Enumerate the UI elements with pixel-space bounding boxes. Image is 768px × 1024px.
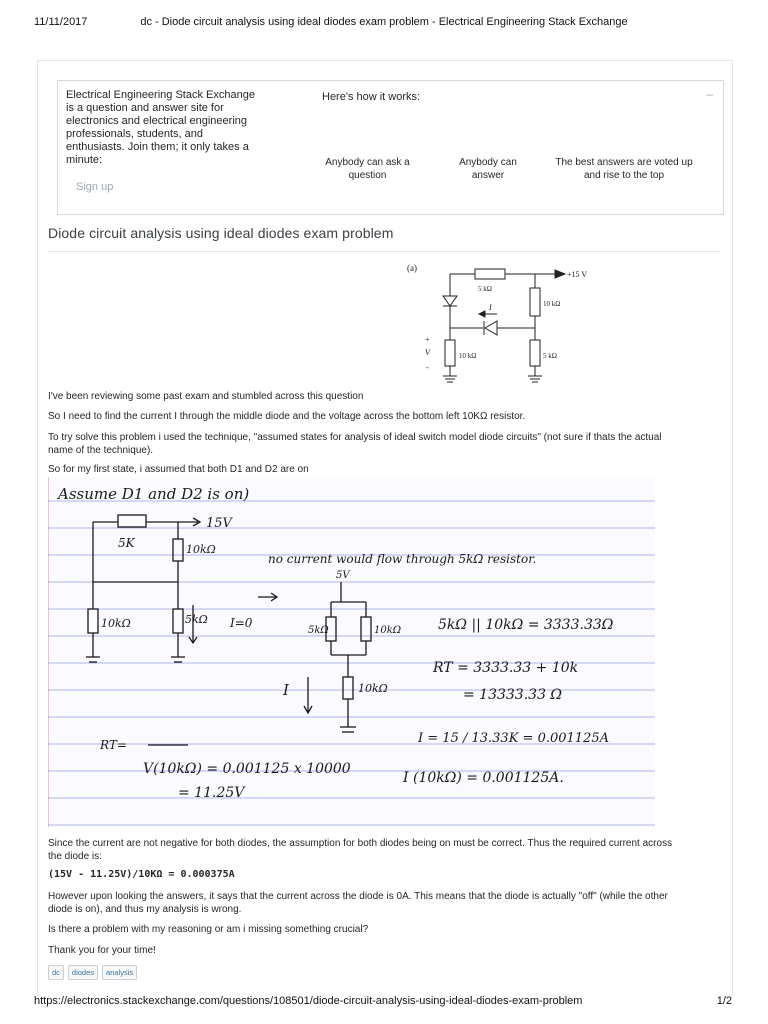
notes-v-calc2: = 11.25V [178,785,245,801]
notes-r5k-mid: 5kΩ [185,613,208,626]
paragraph-question: Is there a problem with my reasoning or am i missing something crucial? [48,924,369,935]
how-it-works-label: Here's how it works: [322,91,421,103]
tag-analysis[interactable]: analysis [102,965,137,980]
promo-description: Electrical Engineering Stack Exchange is a question and answer site for electronics and electrical engineering professionals, students, and enthusiasts. Join them; it only takes a minute: [66,89,255,166]
tag-diodes[interactable]: diodes [68,965,98,980]
circuit-v-minus: - [426,363,429,372]
notes-r5k: 5K [118,536,135,550]
circuit-diagram-image [405,258,610,388]
notes-r10k-top: 10kΩ [186,543,216,556]
paragraph-technique: To try solve this problem i used the technique, "assumed states for analysis of ideal switch model diode circuits" (not sure if thats the actual name of the technique). [48,432,662,456]
notes-i-zero: I=0 [230,616,253,630]
paragraph-first-state: So for my first state, i assumed that both D1 and D2 are on [48,464,309,475]
circuit-r-right-bottom: 5 kΩ [543,352,557,360]
circuit-label-a: (a) [407,263,417,273]
print-url: https://electronics.stackexchange.com/questions/108501/diode-circuit-analysis-using-ideal-diodes-exam-problem [34,995,583,1007]
paragraph-goal: So I need to find the current I through the middle diode and the voltage across the bottom left 10KΩ resistor. [48,411,526,422]
circuit-supply: +15 V [567,270,588,279]
circuit-v-label: V [425,348,430,357]
notes-rt1: RT = 3333.33 + 10k [433,660,579,676]
notes-i-calc2: I (10kΩ) = 0.001125A. [403,770,564,786]
notes-supply: 15V [206,516,232,531]
circuit-r-right-top: 10 kΩ [543,300,561,308]
circuit-r-left-bottom: 10 kΩ [459,352,477,360]
notes-parallel: 5kΩ || 10kΩ = 3333.33Ω [438,617,614,633]
print-page-title: dc - Diode circuit analysis using ideal diodes exam problem - Electrical Engineering Stack Exchange [140,16,628,28]
signup-link[interactable]: Sign up [76,181,114,193]
notes-r10k-series: 10kΩ [358,682,388,695]
notes-i-label: I [283,681,289,699]
handwritten-notes-image [48,477,655,827]
tag-list [48,965,137,980]
paragraph-conclusion: Since the current are not negative for both diodes, the assumption for both diodes being on must be correct. Thus the required current across the diode is: [48,838,673,862]
notes-r10k-eq: 10kΩ [374,625,402,636]
step-ask: Anybody can ask a question [325,157,410,181]
circuit-r-top: 5 kΩ [478,285,492,293]
promo-close-button[interactable]: – [706,87,713,101]
paragraph-thanks: Thank you for your time! [48,945,156,956]
print-page-number: 1/2 [716,995,732,1007]
notes-rt-cross: RT= [100,738,127,752]
print-date: 11/11/2017 [34,16,88,28]
tag-dc[interactable]: dc [48,965,64,980]
title-divider [48,251,720,252]
question-title[interactable]: Diode circuit analysis using ideal diodes exam problem [48,225,394,241]
notes-heading: Assume D1 and D2 is on) [58,485,250,503]
notes-v-calc1: V(10kΩ) = 0.001125 x 10000 [143,761,351,777]
signup-promo-box [57,80,724,215]
current-formula: (15V - 11.25V)/10KΩ = 0.000375A [48,869,235,880]
notes-r10k-left: 10kΩ [101,617,131,630]
paragraph-answer-mismatch: However upon looking the answers, it says that the current across the diode is 0A. This means that the diode is actually "off" (while the other diode is on), and thus my analysis is wrong. [48,891,668,915]
circuit-v-plus: + [425,335,430,344]
paragraph-intro: I've been reviewing some past exam and stumbled across this question [48,391,364,402]
notes-rt2: = 13333.33 Ω [463,687,563,703]
notes-r5k-eq: 5kΩ [308,625,329,636]
notes-v5: 5V [336,570,350,581]
notes-i-calc: I = 15 / 13.33K = 0.001125A [418,731,609,746]
notes-comment: no current would flow through 5kΩ resistor. [268,552,537,566]
step-answer: Anybody can answer [459,157,517,181]
circuit-current: I [489,303,492,312]
step-vote: The best answers are voted up and rise to the top [555,157,693,181]
